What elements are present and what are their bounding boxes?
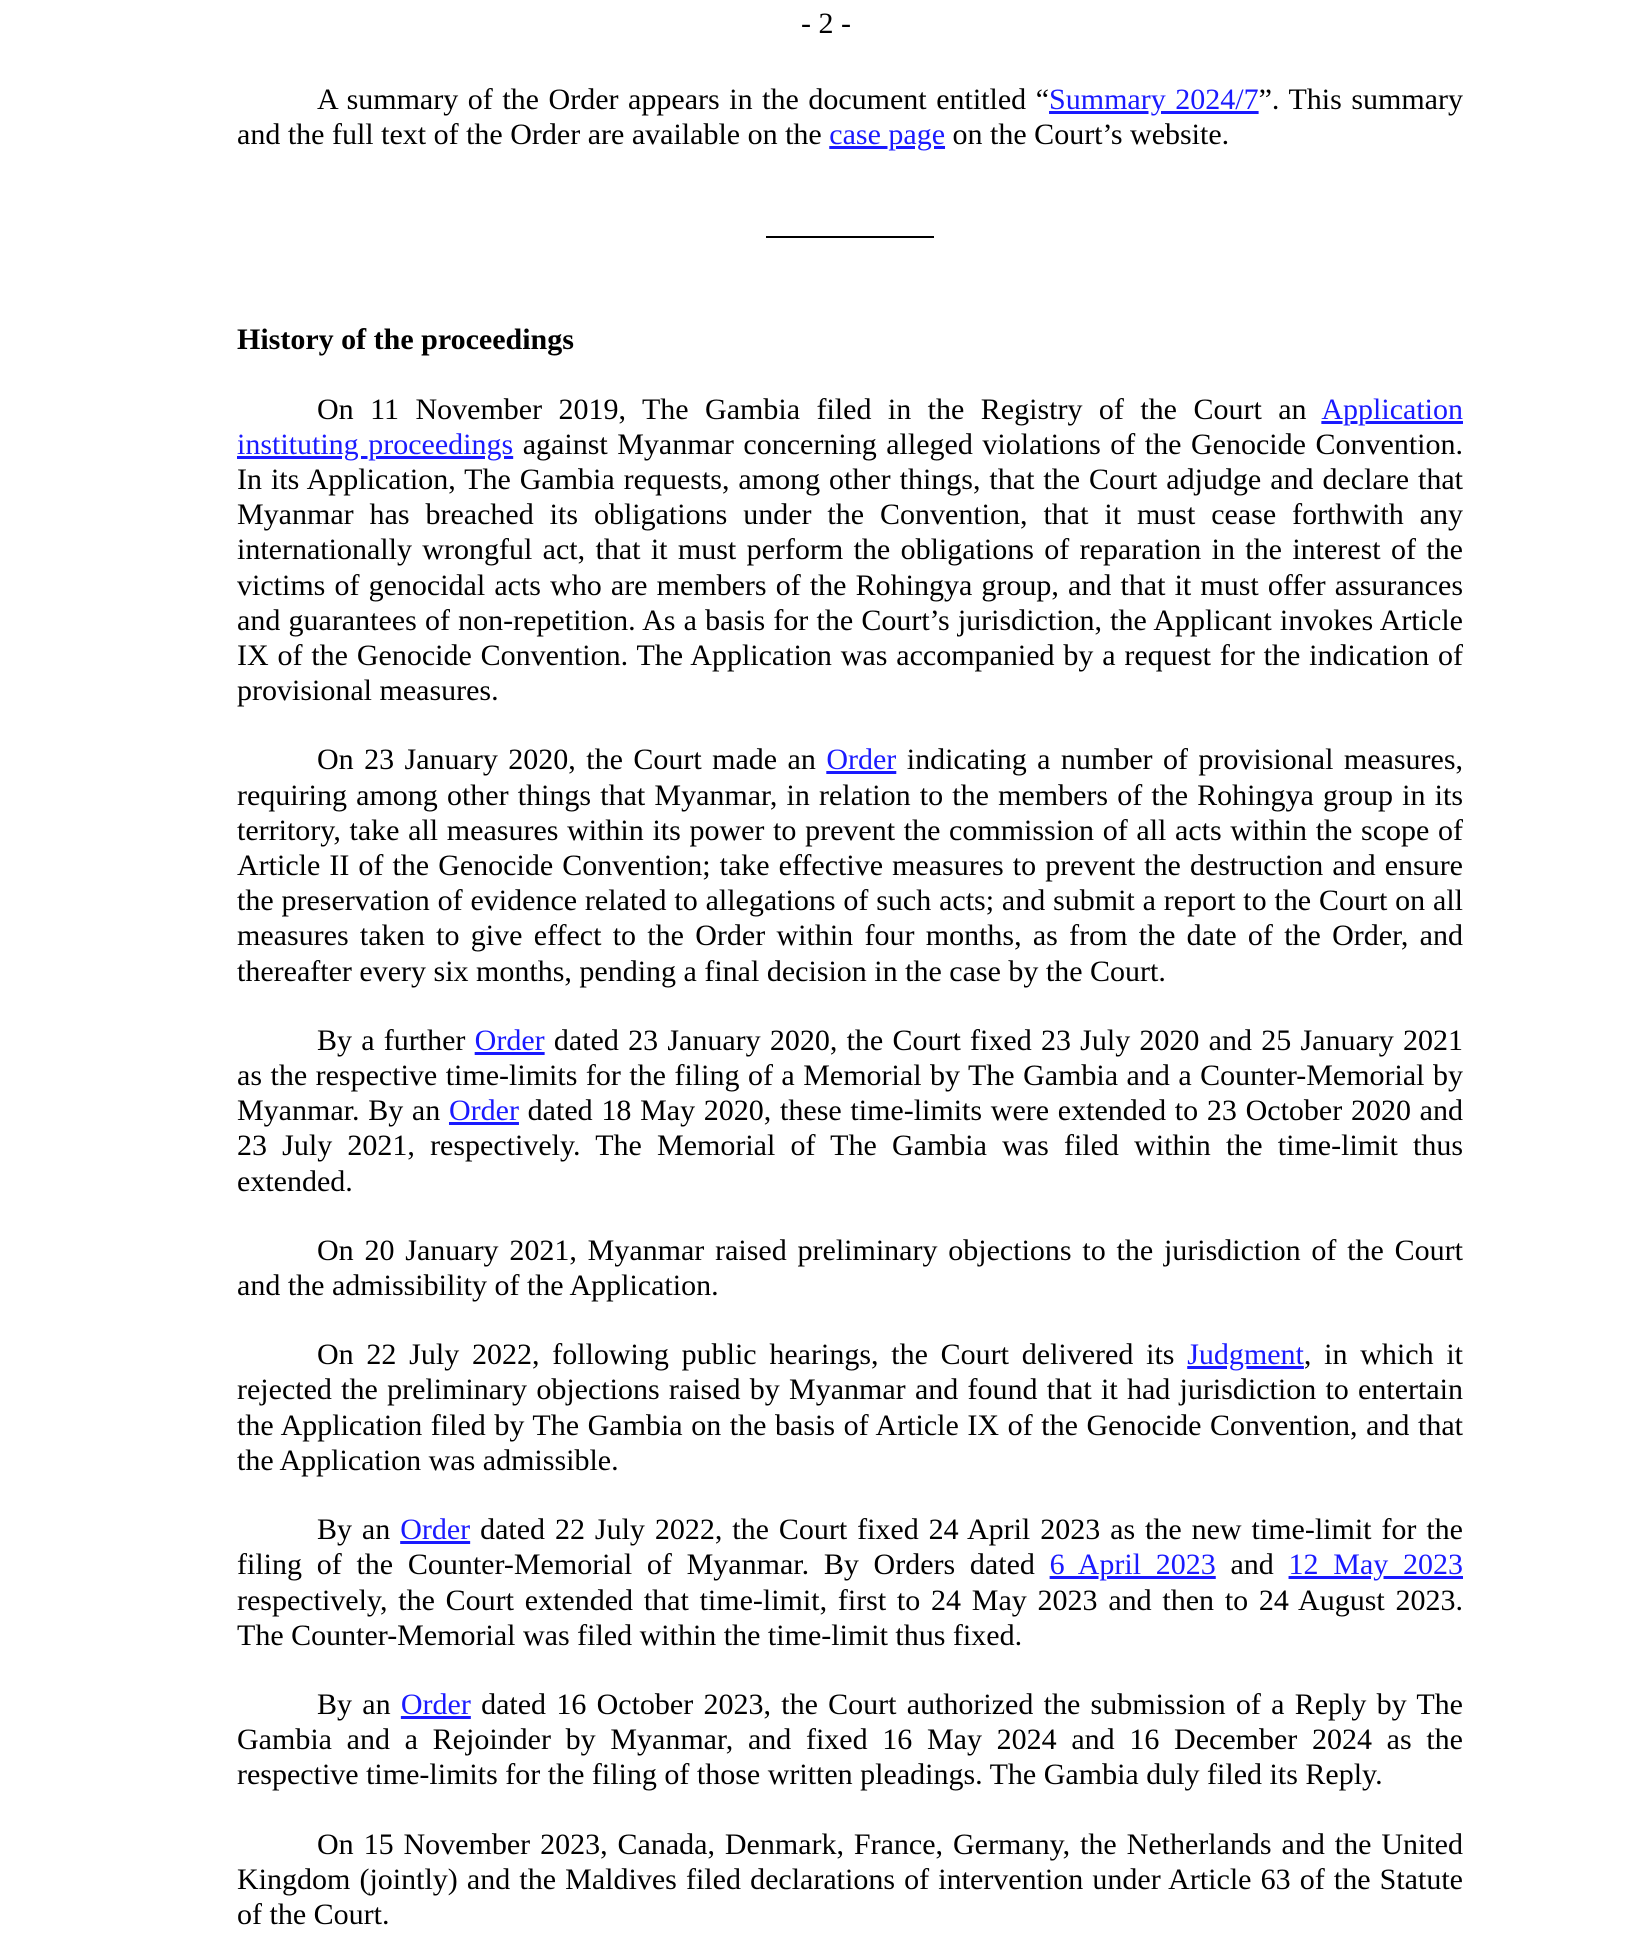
- page-number: - 2 -: [801, 7, 851, 40]
- section-divider: [766, 236, 934, 238]
- order-link[interactable]: Order: [448, 1094, 519, 1128]
- text: respectively, the Court extended that time-limit, first to 24 May 2023 and then to 24 August 2023. The Counter-Memorial was filed within the time-limit thus fixed.: [237, 1583, 1463, 1652]
- paragraph-counter-memorial: [237, 1512, 1463, 1653]
- section-heading: History of the proceedings: [237, 323, 574, 357]
- summary-link[interactable]: Summary 2024/7: [1049, 83, 1259, 116]
- text: By a further: [317, 1023, 475, 1057]
- order-link[interactable]: Order: [826, 743, 897, 777]
- text: dated 23 January 2020, the Court fixed 23 July 2020 and 25 January 2021 as the respective time-limits for the filing of a Memorial by The Gambia and a Counter-Memorial by Myanmar. By an: [237, 1023, 1463, 1128]
- text: By an: [317, 1513, 401, 1547]
- paragraph-reply-rejoinder: [237, 1687, 1463, 1793]
- paragraph-interventions: [237, 1827, 1463, 1933]
- text: dated 16 October 2023, the Court authorized the submission of a Reply by The Gambia and a Rejoinder by Myanmar, and fixed 16 May 2024 and 16 December 2024 as the respective time-limits for the filing of those written pleadings. The Gambia duly filed its Reply.: [237, 1687, 1463, 1792]
- paragraph-time-limits: [237, 1023, 1463, 1199]
- text: dated 22 July 2022, the Court fixed 24 April 2023 as the new time-limit for the filing of the Counter-Memorial of Myanmar. By Orders dated: [237, 1513, 1463, 1582]
- paragraph-provisional-measures: [237, 742, 1463, 988]
- text: On 15 November 2023, Canada, Denmark, France, Germany, the Netherlands and the United Kingdom (jointly) and the Maldives filed declarations of intervention under Article 63 of the Statute of the Court.: [237, 1827, 1463, 1931]
- paragraph-preliminary-objections: [237, 1233, 1463, 1303]
- text: indicating a number of provisional measures, requiring among other things that Myanmar, in relation to the members of the Rohingya group in its territory, take all measures within its power to prevent the commission of all acts within the scope of Article II of the Genocide Convention; take effective measures to prevent the destruction and ensure the preservation of evidence related to allegations of such acts; and submit a report to the Court on all measures taken to give effect to the Order within four months, as from the date of the Order, and thereafter every six months, pending a final decision in the case by the Court.: [237, 743, 1463, 988]
- text: A summary of the Order appears in the document entitled “: [317, 83, 1050, 116]
- order-link[interactable]: Order: [400, 1687, 471, 1721]
- text: dated 18 May 2020, these time-limits were extended to 23 October 2020 and 23 July 2021, respectively. The Memorial of The Gambia was filed within the time-limit thus extended.: [237, 1094, 1463, 1198]
- text: On 23 January 2020, the Court made an: [317, 743, 827, 777]
- case-page-link[interactable]: case page: [829, 118, 946, 152]
- text: On 20 January 2021, Myanmar raised preliminary objections to the jurisdiction of the Court and the admissibility of the Application.: [237, 1233, 1463, 1303]
- text: On 11 November 2019, The Gambia filed in the Registry of the Court an: [317, 392, 1322, 426]
- document-body: [237, 82, 1463, 1932]
- text: against Myanmar concerning alleged violations of the Genocide Convention. In its Application, The Gambia requests, among other things, that the Court adjudge and declare that Myanmar has breached its obligations under the Convention, that it must cease forthwith any internationally wrongful act, that it must perform the obligations of reparation in the interest of the victims of genocidal acts who are members of the Rohingya group, and that it must offer assurances and guarantees of non-repetition. As a basis for the Court’s jurisdiction, the Applicant invokes Article IX of the Genocide Convention. The Application was accompanied by a request for the indication of provisional measures.: [237, 427, 1464, 708]
- text: On 22 July 2022, following public hearings, the Court delivered its: [317, 1338, 1188, 1372]
- text: on the Court’s website.: [945, 118, 1230, 152]
- text: By an: [317, 1687, 401, 1721]
- history-section: [237, 392, 1463, 1933]
- order-6-april-2023-link[interactable]: 6 April 2023: [1049, 1548, 1216, 1582]
- text: and: [1215, 1548, 1289, 1582]
- order-12-may-2023-link[interactable]: 12 May 2023: [1288, 1548, 1463, 1582]
- text: ”. This summary and the full text of the Order are available on the: [237, 83, 1463, 152]
- summary-paragraph: [237, 82, 1463, 152]
- judgment-link[interactable]: Judgment: [1187, 1338, 1304, 1372]
- order-link[interactable]: Order: [474, 1023, 545, 1057]
- paragraph-judgment: [237, 1337, 1463, 1478]
- paragraph-application: [237, 392, 1463, 709]
- order-link[interactable]: Order: [400, 1513, 471, 1547]
- text: , in which it rejected the preliminary objections raised by Myanmar and found that it had jurisdiction to entertain the Application filed by The Gambia on the basis of Article IX of the Genocide Convention, and that the Application was admissible.: [237, 1338, 1463, 1477]
- application-link[interactable]: Application instituting proceedings: [237, 392, 1463, 461]
